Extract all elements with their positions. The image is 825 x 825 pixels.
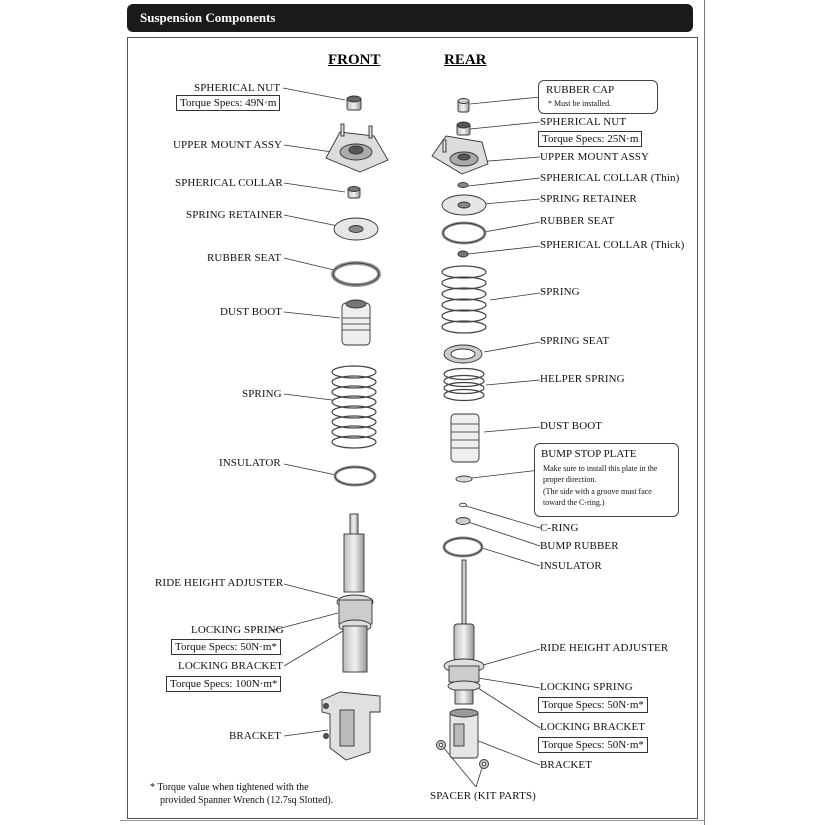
leader-front-upper-mount (284, 145, 332, 152)
rear-label-c-ring: C-RING (540, 522, 579, 534)
rear-spring-part (442, 266, 486, 333)
leader-rear-rubber-cap (470, 97, 540, 104)
front-label-insulator: INSULATOR (219, 457, 281, 469)
rear-label-spacer: SPACER (KIT PARTS) (430, 790, 536, 802)
rear-upper-mount-part (432, 136, 488, 174)
rear-rubber-cap-note: * Must be installed. (548, 99, 612, 108)
front-label-rubber-seat: RUBBER SEAT (207, 252, 282, 264)
rear-spring-seat-part (444, 345, 482, 363)
rear-bump-rubber-part (456, 518, 470, 525)
leader-front-bracket (284, 730, 328, 736)
rear-label-upper-mount: UPPER MOUNT ASSY (540, 151, 649, 163)
rear-label-collar-thick: SPHERICAL COLLAR (Thick) (540, 239, 685, 251)
rear-label-dust-boot: DUST BOOT (540, 420, 603, 432)
leader-rear-spring-retainer (484, 199, 540, 204)
front-label-spherical-nut: SPHERICAL NUT (194, 82, 281, 94)
rear-label-rubber-seat: RUBBER SEAT (540, 215, 615, 227)
leader-rear-collar-thin (468, 178, 540, 186)
footnote-line-1: * Torque value when tightened with the (150, 782, 309, 793)
front-column-title: FRONT (328, 52, 381, 68)
rear-bracket-part (450, 709, 478, 758)
front-insulator-part (335, 467, 375, 485)
rear-label-bump-rubber: BUMP RUBBER (540, 540, 619, 552)
leader-rear-spring-seat (484, 342, 540, 352)
leader-rear-collar-thick (468, 246, 540, 254)
leader-rear-spacer-right (476, 768, 482, 787)
rear-label-collar-thin: SPHERICAL COLLAR (Thin) (540, 172, 680, 184)
rear-column-title: REAR (444, 52, 487, 68)
front-bracket-part (322, 692, 380, 760)
rear-bump-stop-note-4: toward the C-ring.) (543, 498, 605, 507)
rear-bump-stop-plate-part (456, 476, 472, 482)
leader-front-spherical-nut (283, 88, 345, 100)
rear-bump-stop-note-3: (The side with a groove must face (543, 487, 652, 496)
rear-rubber-cap-callout (538, 80, 658, 114)
front-spring-retainer-part (334, 218, 378, 240)
front-rubber-seat-part (333, 263, 379, 285)
rear-spring-retainer-part (442, 195, 486, 215)
rear-bump-stop-note-2: proper direction. (543, 475, 597, 484)
rear-label-helper-spring: HELPER SPRING (540, 373, 625, 385)
section-title: Suspension Components (140, 10, 276, 25)
leader-front-locking-bracket (284, 628, 348, 666)
front-label-spherical-collar: SPHERICAL COLLAR (175, 177, 283, 189)
front-label-bracket: BRACKET (229, 730, 282, 742)
rear-torque-locking-bracket: Torque Specs: 50N·m* (538, 737, 648, 753)
leader-rear-ride-height (476, 649, 540, 667)
leader-front-spring-retainer (284, 215, 338, 226)
rear-label-spherical-nut: SPHERICAL NUT (540, 116, 627, 128)
leader-front-ride-height (284, 584, 338, 598)
rear-c-ring-part (460, 503, 467, 507)
front-upper-mount-part (326, 124, 388, 172)
leader-rear-locking-bracket (478, 688, 540, 728)
front-label-dust-boot: DUST BOOT (220, 306, 283, 318)
front-label-upper-mount: UPPER MOUNT ASSY (173, 139, 282, 151)
front-spherical-collar-part (348, 187, 360, 199)
footnote-line-2: provided Spanner Wrench (12.7sq Slotted). (160, 795, 334, 806)
rear-label-rubber-cap: RUBBER CAP (546, 84, 615, 96)
front-label-spring: SPRING (242, 388, 282, 400)
front-torque-locking-bracket: Torque Specs: 100N·m* (166, 676, 281, 692)
leader-rear-insulator (482, 548, 540, 566)
rear-label-spring-retainer: SPRING RETAINER (540, 193, 637, 205)
rear-label-insulator: INSULATOR (540, 560, 602, 572)
rear-bump-stop-callout (534, 443, 679, 517)
rear-label-locking-spring: LOCKING SPRING (540, 681, 633, 693)
leader-rear-dust-boot (484, 427, 540, 432)
leader-front-dust-boot (284, 312, 340, 318)
rear-dust-boot-part (451, 414, 479, 462)
rear-rubber-cap-part (458, 99, 469, 113)
rear-label-bracket: BRACKET (540, 759, 593, 771)
leader-front-spherical-collar (284, 183, 345, 192)
rear-rubber-seat-part (443, 223, 485, 243)
front-torque-locking-spring: Torque Specs: 50N·m* (171, 639, 281, 655)
leader-front-rubber-seat (284, 258, 334, 270)
leader-rear-helper-spring (486, 380, 540, 385)
front-label-spring-retainer: SPRING RETAINER (186, 209, 283, 221)
rear-torque-locking-spring: Torque Specs: 50N·m* (538, 697, 648, 713)
leader-rear-spherical-nut (470, 122, 540, 129)
front-spring-part (332, 366, 376, 448)
front-torque-spherical-nut: Torque Specs: 49N·m (176, 95, 280, 111)
rear-torque-spherical-nut: Torque Specs: 25N·m (538, 131, 642, 147)
rear-bump-stop-note-1: Make sure to install this plate in the (543, 464, 658, 473)
leader-front-insulator (284, 464, 336, 475)
front-strut-part (337, 514, 373, 672)
rear-collar-thick-part (458, 251, 468, 257)
rear-helper-spring-part (444, 369, 484, 401)
front-label-locking-bracket: LOCKING BRACKET (178, 660, 284, 672)
rear-label-ride-height: RIDE HEIGHT ADJUSTER (540, 642, 669, 654)
leader-rear-rubber-seat (484, 222, 540, 232)
rear-label-spring: SPRING (540, 286, 580, 298)
leader-rear-locking-spring (478, 678, 540, 688)
rear-spherical-nut-part (457, 122, 470, 135)
rear-label-bump-stop-plate: BUMP STOP PLATE (541, 448, 637, 460)
front-label-ride-height: RIDE HEIGHT ADJUSTER (155, 577, 284, 589)
leader-front-spring (284, 394, 332, 400)
front-dust-boot-part (342, 300, 370, 345)
rear-strut-part (444, 560, 484, 704)
rear-insulator-part (444, 538, 482, 556)
leader-rear-spring (490, 293, 540, 300)
rear-collar-thin-part (458, 183, 468, 188)
rear-label-locking-bracket: LOCKING BRACKET (540, 721, 646, 733)
leader-rear-bump-stop-plate (472, 470, 540, 478)
rear-label-spring-seat: SPRING SEAT (540, 335, 610, 347)
front-label-locking-spring: LOCKING SPRING (191, 624, 284, 636)
front-spherical-nut-part (347, 96, 361, 110)
